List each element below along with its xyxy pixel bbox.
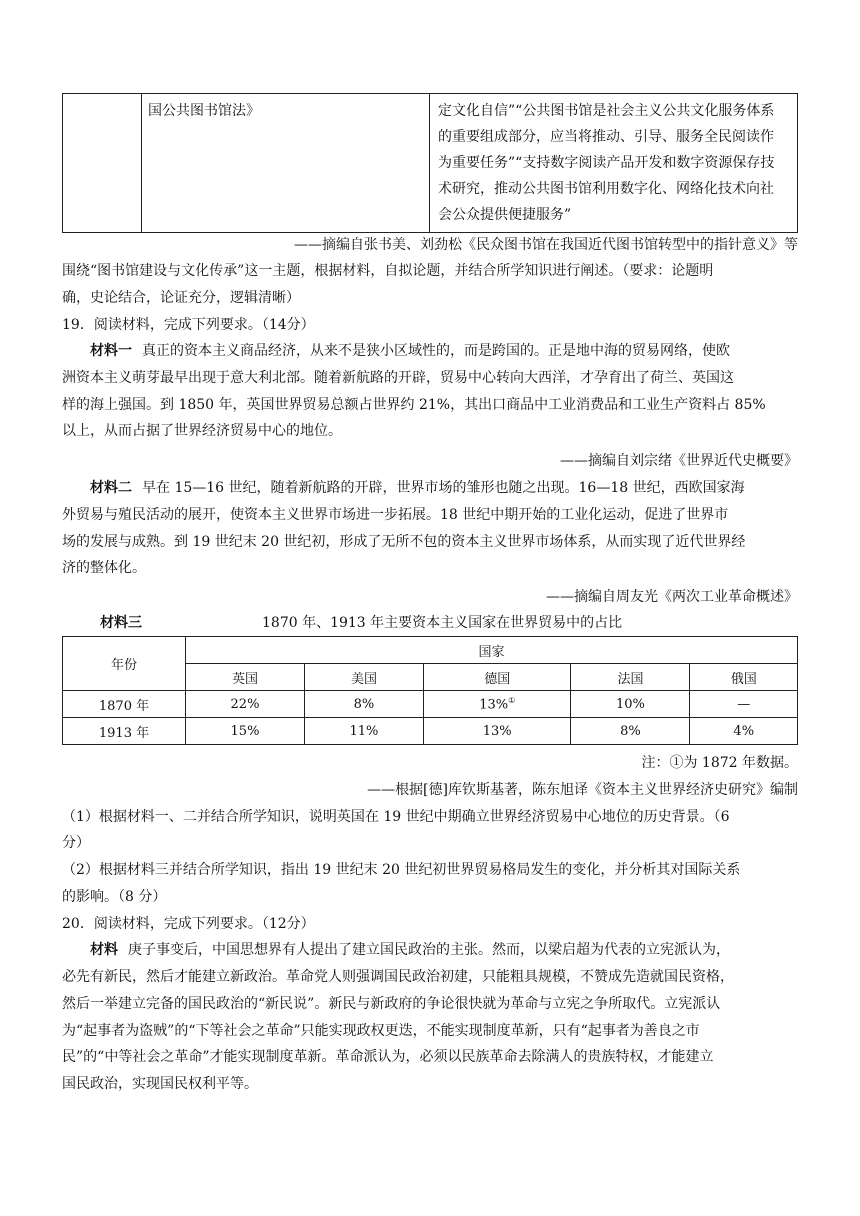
value-cell: 15% [186,718,305,745]
value-cell: — [690,691,798,718]
cell-line: 术研究，推动公共图书馆利用数字化、网络化技术向社 [438,181,774,197]
value-cell: 13%① [423,691,571,718]
footnote-mark: ① [508,695,516,705]
cell-line: 定文化自信”“公共图书馆是社会主义公共文化服务体系 [438,103,775,119]
sub-question-line: （1）根据材料一、二并结合所学知识，说明英国在 19 世纪中期确立世界经济贸易中心地位的历史背景。（6 [62,809,730,825]
question-20-title: 20．阅读材料，完成下列要求。（12分） [62,916,315,932]
cell-line: 会公众提供便捷服务” [438,207,572,223]
trade-share-table [62,636,798,745]
material-line: 然后一举建立完备的国民政治的“新民说”。新民与新政府的争论很快就为革命与立宪之争所取代。立宪派认 [62,996,721,1012]
material-line: 材料一 真正的资本主义商品经济，从来不是狭小区域性的，而是跨国的。正是地中海的贸易网络，使欧 [90,343,730,359]
country-header: 法国 [571,664,690,691]
country-group-header: 国家 [186,637,798,664]
task-line: 围绕“图书馆建设与文化传承”这一主题，根据材料，自拟论题，并结合所学知识进行阐述。（要求：论题明 [62,263,714,279]
value-cell: 8% [571,718,690,745]
material-line: 为“起事者为盗贼”的“下等社会之革命”只能实现政权更迭，不能实现制度革新，只有“起事者为善良之市 [62,1023,700,1039]
value-cell: 11% [304,718,423,745]
value-cell: 13% [423,718,571,745]
value-cell: 8% [304,691,423,718]
table-cell-empty [63,94,142,233]
value-cell: 10% [571,691,690,718]
material-label: 材料 [90,942,118,958]
material-line: 必先有新民，然后才能建立新政治。革命党人则强调国民政治初建，只能粗具规模，不赞成先造就国民资格， [62,969,734,985]
source-citation: ——摘编自周友光《两次工业革命概述》 [546,589,798,605]
value-cell: 22% [186,691,305,718]
country-header: 俄国 [690,664,798,691]
material-line: 样的海上强国。到 1850 年，英国世界贸易总额占世界约 21%，其出口商品中工业消费品和工业生产资料占 85% [62,397,766,413]
task-line: 确，史论结合，论证充分，逻辑清晰） [62,290,300,306]
value-cell: 4% [690,718,798,745]
material-line: 外贸易与殖民活动的展开，使资本主义世界市场进一步拓展。18 世纪中期开始的工业化运动，促进了世界市 [62,507,729,523]
material-line: 民”的“中等社会之革命”才能实现制度革新。革命派认为，必须以民族革命去除满人的贵族特权，才能建立 [62,1049,714,1065]
material-line: 洲资本主义萌芽最早出现于意大利北部。随着新航路的开辟，贸易中心转向大西洋，才孕育出了荷兰、英国这 [62,370,734,386]
country-header: 美国 [304,664,423,691]
sub-question-line: 分） [62,835,90,851]
table-row [63,691,798,718]
source-citation: ——摘编自张书美、刘劲松《民众图书馆在我国近代图书馆转型中的指针意义》等 [294,237,798,253]
question-19-title: 19．阅读材料，完成下列要求。（14分） [62,317,315,333]
material-line: 场的发展与成熟。到 19 世纪末 20 世纪初，形成了无所不包的资本主义世界市场体系，从而实现了近代世界经 [62,534,746,550]
material-line: 材料二 早在 15—16 世纪，随着新航路的开辟，世界市场的雏形也随之出现。16—18 世纪，西欧国家海 [90,480,745,496]
material-line: 济的整体化。 [62,560,146,576]
material-line: 国民政治，实现国民权利平等。 [62,1076,258,1092]
table-row [63,718,798,745]
country-header: 德国 [423,664,571,691]
source-citation: ——根据[德]库钦斯基著，陈东旭译《资本主义世界经济史研究》编制 [367,782,798,798]
year-cell: 1913 年 [63,718,186,745]
material-line: 材料 庚子事变后，中国思想界有人提出了建立国民政治的主张。然而，以梁启超为代表的立宪派认为， [90,942,730,958]
material-3-header [62,610,798,636]
top-continuation-table [62,93,798,233]
cell-line: 的重要组成部分，应当将推动、引导、服务全民阅读作 [438,129,774,145]
year-cell: 1870 年 [63,691,186,718]
material-line: 以上，从而占据了世界经济贸易中心的地位。 [62,423,342,439]
material-label: 材料一 [90,343,132,359]
source-citation: ——摘编自刘宗绪《世界近代史概要》 [560,453,798,469]
table-note: 注：①为 1872 年数据。 [641,755,798,771]
table-caption: 1870 年、1913 年主要资本主义国家在世界贸易中的占比 [262,615,623,631]
table-cell-content [430,94,798,233]
cell-line: 为重要任务”“支持数字阅读产品开发和数字资源保存技 [438,155,775,171]
material-label: 材料三 [100,615,142,631]
sub-question-line: 的影响。（8 分） [62,889,167,905]
table-cell-law: 国公共图书馆法》 [142,94,430,233]
year-header: 年份 [63,637,186,691]
material-label: 材料二 [90,480,132,496]
country-header: 英国 [186,664,305,691]
sub-question-line: （2）根据材料三并结合所学知识，指出 19 世纪末 20 世纪初世界贸易格局发生的变化，并分析其对国际关系 [62,862,741,878]
